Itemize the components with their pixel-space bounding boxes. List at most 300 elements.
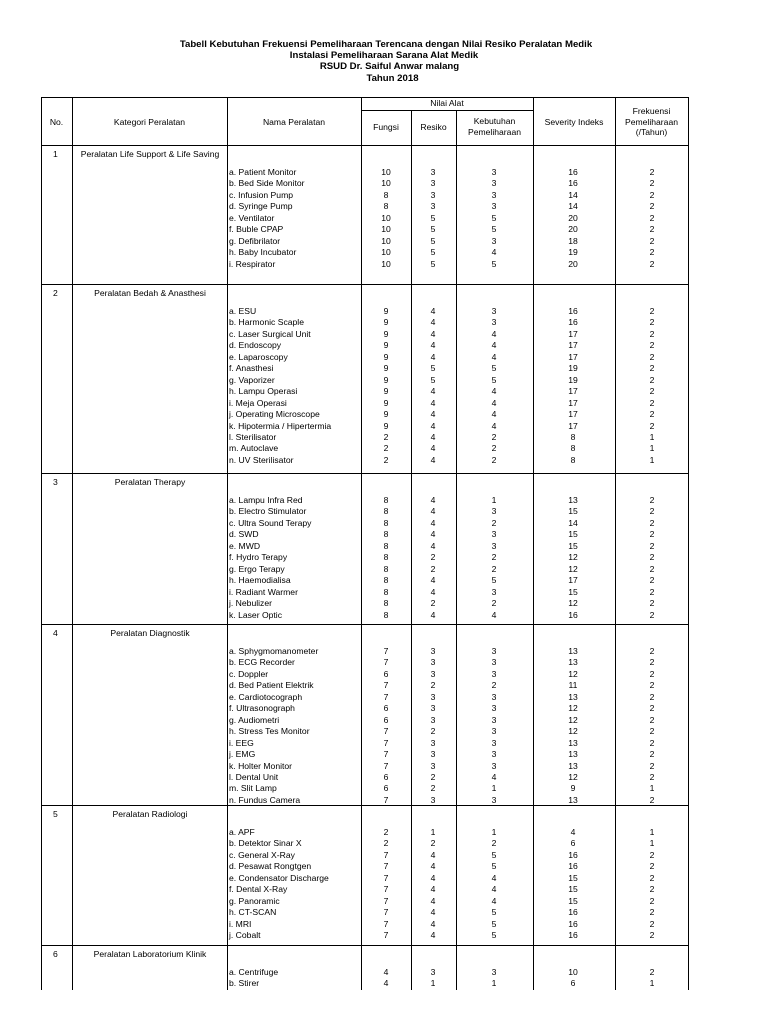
fungsi-cell: 7 — [383, 794, 389, 805]
section-divider-line — [41, 473, 688, 474]
equipment-name-cell: h. Stress Tes Monitor — [229, 726, 310, 737]
equipment-name-cell: f. Ultrasonograph — [229, 703, 295, 714]
kebutuhan-cell: 3 — [491, 529, 497, 540]
section-category: Peralatan Therapy — [114, 477, 186, 487]
fungsi-cell: 8 — [383, 189, 389, 200]
resiko-cell: 5 — [430, 258, 436, 269]
resiko-cell: 4 — [430, 495, 436, 505]
resiko-cell: 2 — [430, 598, 436, 609]
frekuensi-cell: 2 — [649, 258, 655, 269]
header-frekuensi-line1: Frekuensi — [632, 106, 671, 116]
header-fungsi: Fungsi — [373, 122, 399, 132]
severity-cell: 13 — [568, 737, 578, 748]
frekuensi-cell: 2 — [649, 907, 655, 918]
severity-cell: 12 — [568, 668, 578, 679]
resiko-cell: 3 — [430, 967, 436, 977]
equipment-name-cell: n. UV Sterilisator — [229, 454, 294, 465]
kebutuhan-cell: 2 — [491, 517, 497, 528]
kebutuhan-cell: 3 — [491, 506, 497, 517]
header-severity: Severity Indeks — [544, 117, 604, 127]
frekuensi-cell: 2 — [649, 563, 655, 574]
kebutuhan-cell: 4 — [491, 771, 497, 782]
resiko-cell: 4 — [430, 306, 436, 316]
fungsi-cell: 7 — [383, 737, 389, 748]
frekuensi-cell: 2 — [649, 189, 655, 200]
fungsi-cell: 2 — [383, 454, 389, 465]
kebutuhan-cell: 5 — [491, 930, 497, 941]
kebutuhan-cell: 3 — [491, 189, 497, 200]
section-category: Peralatan Laboratorium Klinik — [93, 949, 207, 959]
frekuensi-cell: 2 — [649, 386, 655, 397]
kebutuhan-cell: 1 — [491, 978, 497, 989]
fungsi-cell: 7 — [383, 895, 389, 906]
kebutuhan-cell: 2 — [491, 443, 497, 454]
fungsi-cell: 6 — [383, 771, 389, 782]
resiko-cell: 3 — [430, 760, 436, 771]
frekuensi-cell: 1 — [649, 443, 655, 454]
equipment-name-cell: j. Cobalt — [229, 930, 261, 941]
section-divider-line — [41, 284, 688, 285]
frekuensi-cell: 1 — [649, 827, 655, 837]
kebutuhan-cell: 4 — [491, 409, 497, 420]
kebutuhan-cell: 3 — [491, 201, 497, 212]
document-subtitle-hospital: RSUD Dr. Saiful Anwar malang — [319, 61, 460, 73]
kebutuhan-cell: 4 — [491, 340, 497, 351]
resiko-cell: 2 — [430, 783, 436, 794]
resiko-cell: 3 — [430, 749, 436, 760]
equipment-name-cell: b. Harmonic Scaple — [229, 317, 304, 328]
section-category: Peralatan Life Support & Life Saving — [80, 149, 220, 159]
resiko-cell: 3 — [430, 657, 436, 668]
fungsi-cell: 7 — [383, 726, 389, 737]
severity-cell: 9 — [570, 783, 576, 794]
kebutuhan-cell: 1 — [491, 783, 497, 794]
fungsi-cell: 8 — [383, 201, 389, 212]
fungsi-cell: 9 — [383, 397, 389, 408]
severity-cell: 4 — [570, 827, 576, 837]
kebutuhan-cell: 3 — [491, 967, 497, 977]
equipment-name-cell: f. Hydro Terapy — [229, 552, 288, 563]
kebutuhan-cell: 2 — [491, 454, 497, 465]
severity-cell: 20 — [568, 258, 578, 269]
equipment-name-cell: c. General X-Ray — [229, 849, 295, 860]
frekuensi-cell: 1 — [649, 838, 655, 849]
fungsi-cell: 9 — [383, 386, 389, 397]
frekuensi-cell: 1 — [649, 454, 655, 465]
fungsi-cell: 7 — [383, 849, 389, 860]
resiko-cell: 4 — [430, 849, 436, 860]
severity-cell: 12 — [568, 714, 578, 725]
frekuensi-cell: 2 — [649, 918, 655, 929]
document-title: Tabell Kebutuhan Frekuensi Pemeliharaan Terencana dengan Nilai Resiko Peralatan Medik — [179, 39, 593, 50]
kebutuhan-cell: 1 — [491, 495, 497, 505]
resiko-cell: 1 — [430, 978, 436, 989]
frekuensi-cell: 2 — [649, 749, 655, 760]
frekuensi-cell: 2 — [649, 586, 655, 597]
resiko-cell: 3 — [430, 703, 436, 714]
equipment-name-cell: h. Baby Incubator — [229, 247, 297, 258]
frekuensi-cell: 1 — [649, 431, 655, 442]
severity-cell: 16 — [568, 178, 578, 189]
severity-cell: 17 — [568, 409, 578, 420]
kebutuhan-cell: 4 — [491, 386, 497, 397]
equipment-name-cell: b. Electro Stimulator — [229, 506, 307, 517]
fungsi-cell: 9 — [383, 363, 389, 374]
fungsi-cell: 9 — [383, 409, 389, 420]
resiko-cell: 4 — [430, 895, 436, 906]
severity-cell: 13 — [568, 657, 578, 668]
header-nilai-alat: Nilai Alat — [430, 98, 464, 108]
severity-cell: 15 — [568, 529, 578, 540]
kebutuhan-cell: 5 — [491, 374, 497, 385]
resiko-cell: 3 — [430, 178, 436, 189]
kebutuhan-cell: 3 — [491, 691, 497, 702]
table-column-line — [456, 110, 457, 990]
fungsi-cell: 7 — [383, 657, 389, 668]
equipment-name-cell: b. Bed Side Monitor — [229, 178, 305, 189]
fungsi-cell: 10 — [381, 258, 391, 269]
frekuensi-cell: 2 — [649, 409, 655, 420]
frekuensi-cell: 2 — [649, 895, 655, 906]
equipment-name-cell: k. Hipotermia / Hipertermia — [229, 420, 332, 431]
severity-cell: 12 — [568, 771, 578, 782]
equipment-name-cell: e. Laparoscopy — [229, 351, 288, 362]
severity-cell: 18 — [568, 235, 578, 246]
kebutuhan-cell: 2 — [491, 598, 497, 609]
fungsi-cell: 8 — [383, 495, 389, 505]
frekuensi-cell: 2 — [649, 374, 655, 385]
fungsi-cell: 7 — [383, 680, 389, 691]
kebutuhan-cell: 2 — [491, 431, 497, 442]
equipment-name-cell: e. Condensator Discharge — [229, 872, 329, 883]
severity-cell: 12 — [568, 703, 578, 714]
kebutuhan-cell: 1 — [491, 827, 497, 837]
kebutuhan-cell: 4 — [491, 351, 497, 362]
kebutuhan-cell: 2 — [491, 563, 497, 574]
severity-cell: 16 — [568, 918, 578, 929]
equipment-name-cell: n. Fundus Camera — [229, 794, 301, 805]
fungsi-cell: 8 — [383, 506, 389, 517]
frekuensi-cell: 2 — [649, 703, 655, 714]
kebutuhan-cell: 4 — [491, 895, 497, 906]
equipment-name-cell: d. Syringe Pump — [229, 201, 293, 212]
kebutuhan-cell: 3 — [491, 760, 497, 771]
frekuensi-cell: 2 — [649, 212, 655, 223]
equipment-name-cell: b. Stirer — [229, 978, 260, 989]
equipment-name-cell: g. Defibrilator — [229, 235, 281, 246]
frekuensi-cell: 2 — [649, 849, 655, 860]
severity-cell: 16 — [568, 907, 578, 918]
kebutuhan-cell: 4 — [491, 247, 497, 258]
fungsi-cell: 8 — [383, 563, 389, 574]
resiko-cell: 2 — [430, 838, 436, 849]
severity-cell: 16 — [568, 861, 578, 872]
severity-cell: 16 — [568, 930, 578, 941]
frekuensi-cell: 2 — [649, 771, 655, 782]
resiko-cell: 4 — [430, 586, 436, 597]
kebutuhan-cell: 3 — [491, 703, 497, 714]
resiko-cell: 2 — [430, 771, 436, 782]
kebutuhan-cell: 2 — [491, 838, 497, 849]
fungsi-cell: 9 — [383, 351, 389, 362]
resiko-cell: 4 — [430, 454, 436, 465]
resiko-cell: 3 — [430, 189, 436, 200]
frekuensi-cell: 2 — [649, 872, 655, 883]
nilai-alat-divider — [361, 110, 533, 111]
section-number: 3 — [53, 477, 58, 487]
severity-cell: 13 — [568, 794, 578, 805]
resiko-cell: 3 — [430, 691, 436, 702]
fungsi-cell: 7 — [383, 918, 389, 929]
severity-cell: 16 — [568, 306, 578, 316]
header-no: No. — [49, 117, 64, 127]
equipment-name-cell: k. Holter Monitor — [229, 760, 293, 771]
severity-cell: 13 — [568, 646, 578, 656]
section-number: 2 — [53, 288, 58, 298]
fungsi-cell: 2 — [383, 827, 389, 837]
frekuensi-cell: 2 — [649, 363, 655, 374]
section-category: Peralatan Radiologi — [112, 809, 188, 819]
resiko-cell: 5 — [430, 212, 436, 223]
resiko-cell: 3 — [430, 167, 436, 177]
resiko-cell: 4 — [430, 443, 436, 454]
resiko-cell: 2 — [430, 726, 436, 737]
resiko-cell: 5 — [430, 235, 436, 246]
resiko-cell: 2 — [430, 552, 436, 563]
kebutuhan-cell: 5 — [491, 575, 497, 586]
resiko-cell: 5 — [430, 247, 436, 258]
severity-cell: 17 — [568, 328, 578, 339]
kebutuhan-cell: 2 — [491, 680, 497, 691]
resiko-cell: 4 — [430, 517, 436, 528]
frekuensi-cell: 2 — [649, 351, 655, 362]
equipment-name-cell: c. Laser Surgical Unit — [229, 328, 311, 339]
equipment-name-cell: c. Infusion Pump — [229, 189, 294, 200]
equipment-name-cell: h. Haemodialisa — [229, 575, 291, 586]
kebutuhan-cell: 5 — [491, 907, 497, 918]
section-category: Peralatan Diagnostik — [110, 628, 190, 638]
severity-cell: 12 — [568, 726, 578, 737]
resiko-cell: 4 — [430, 907, 436, 918]
severity-cell: 6 — [570, 838, 576, 849]
equipment-name-cell: l. Sterilisator — [229, 431, 277, 442]
resiko-cell: 3 — [430, 714, 436, 725]
fungsi-cell: 10 — [381, 247, 391, 258]
severity-cell: 16 — [568, 317, 578, 328]
fungsi-cell: 9 — [383, 340, 389, 351]
fungsi-cell: 9 — [383, 317, 389, 328]
frekuensi-cell: 2 — [649, 340, 655, 351]
fungsi-cell: 8 — [383, 552, 389, 563]
resiko-cell: 4 — [430, 609, 436, 620]
kebutuhan-cell: 4 — [491, 328, 497, 339]
severity-cell: 15 — [568, 540, 578, 551]
resiko-cell: 4 — [430, 861, 436, 872]
severity-cell: 17 — [568, 575, 578, 586]
equipment-name-cell: j. EMG — [229, 749, 256, 760]
equipment-name-cell: d. Endoscopy — [229, 340, 282, 351]
frekuensi-cell: 2 — [649, 609, 655, 620]
frekuensi-cell: 1 — [649, 978, 655, 989]
header-kategori: Kategori Peralatan — [113, 117, 186, 127]
resiko-cell: 5 — [430, 224, 436, 235]
kebutuhan-cell: 3 — [491, 235, 497, 246]
frekuensi-cell: 2 — [649, 178, 655, 189]
resiko-cell: 4 — [430, 918, 436, 929]
fungsi-cell: 7 — [383, 884, 389, 895]
frekuensi-cell: 2 — [649, 861, 655, 872]
resiko-cell: 4 — [430, 420, 436, 431]
severity-cell: 19 — [568, 247, 578, 258]
kebutuhan-cell: 3 — [491, 794, 497, 805]
fungsi-cell: 2 — [383, 443, 389, 454]
kebutuhan-cell: 3 — [491, 540, 497, 551]
severity-cell: 20 — [568, 212, 578, 223]
frekuensi-cell: 2 — [649, 726, 655, 737]
equipment-name-cell: e. MWD — [229, 540, 261, 551]
resiko-cell: 4 — [430, 930, 436, 941]
frekuensi-cell: 2 — [649, 794, 655, 805]
severity-cell: 17 — [568, 420, 578, 431]
fungsi-cell: 6 — [383, 783, 389, 794]
equipment-name-cell: a. Sphygmomanometer — [229, 646, 319, 656]
document-subtitle-institution: Instalasi Pemeliharaan Sarana Alat Medik — [289, 50, 479, 62]
equipment-name-cell: m. Slit Lamp — [229, 783, 277, 794]
fungsi-cell: 2 — [383, 431, 389, 442]
resiko-cell: 3 — [430, 646, 436, 656]
header-frekuensi-line3: (/Tahun) — [635, 127, 668, 137]
table-column-line — [72, 97, 73, 990]
resiko-cell: 4 — [430, 431, 436, 442]
equipment-name-cell: d. SWD — [229, 529, 259, 540]
equipment-name-cell: f. Dental X-Ray — [229, 884, 288, 895]
resiko-cell: 5 — [430, 363, 436, 374]
resiko-cell: 4 — [430, 317, 436, 328]
frekuensi-cell: 2 — [649, 540, 655, 551]
table-column-line — [411, 110, 412, 990]
frekuensi-cell: 2 — [649, 517, 655, 528]
resiko-cell: 3 — [430, 794, 436, 805]
equipment-name-cell: f. Buble CPAP — [229, 224, 284, 235]
equipment-name-cell: k. Laser Optic — [229, 609, 283, 620]
section-number: 5 — [53, 809, 58, 819]
equipment-name-cell: m. Autoclave — [229, 443, 279, 454]
equipment-name-cell: h. CT-SCAN — [229, 907, 277, 918]
equipment-name-cell: c. Doppler — [229, 668, 269, 679]
table-column-line — [615, 97, 616, 990]
frekuensi-cell: 2 — [649, 224, 655, 235]
resiko-cell: 4 — [430, 409, 436, 420]
equipment-name-cell: f. Anasthesi — [229, 363, 274, 374]
severity-cell: 20 — [568, 224, 578, 235]
fungsi-cell: 6 — [383, 668, 389, 679]
equipment-name-cell: g. Panoramic — [229, 895, 280, 906]
fungsi-cell: 8 — [383, 575, 389, 586]
fungsi-cell: 6 — [383, 703, 389, 714]
resiko-cell: 3 — [430, 668, 436, 679]
fungsi-cell: 8 — [383, 529, 389, 540]
severity-cell: 15 — [568, 506, 578, 517]
fungsi-cell: 10 — [381, 212, 391, 223]
fungsi-cell: 7 — [383, 691, 389, 702]
kebutuhan-cell: 5 — [491, 849, 497, 860]
frekuensi-cell: 2 — [649, 575, 655, 586]
resiko-cell: 4 — [430, 351, 436, 362]
severity-cell: 15 — [568, 586, 578, 597]
severity-cell: 17 — [568, 397, 578, 408]
equipment-name-cell: g. Ergo Terapy — [229, 563, 285, 574]
equipment-name-cell: g. Vaporizer — [229, 374, 275, 385]
equipment-name-cell: i. MRI — [229, 918, 252, 929]
frekuensi-cell: 2 — [649, 598, 655, 609]
severity-cell: 8 — [570, 431, 576, 442]
equipment-name-cell: d. Pesawat Rongtgen — [229, 861, 312, 872]
kebutuhan-cell: 5 — [491, 212, 497, 223]
severity-cell: 13 — [568, 760, 578, 771]
fungsi-cell: 9 — [383, 306, 389, 316]
fungsi-cell: 8 — [383, 540, 389, 551]
fungsi-cell: 8 — [383, 609, 389, 620]
equipment-name-cell: i. EEG — [229, 737, 254, 748]
header-kebutuhan — [456, 116, 533, 137]
equipment-name-cell: a. APF — [229, 827, 255, 837]
fungsi-cell: 9 — [383, 328, 389, 339]
fungsi-cell: 7 — [383, 861, 389, 872]
section-category: Peralatan Bedah & Anasthesi — [94, 288, 206, 298]
fungsi-cell: 10 — [381, 178, 391, 189]
frekuensi-cell: 2 — [649, 529, 655, 540]
kebutuhan-cell: 3 — [491, 749, 497, 760]
frekuensi-cell: 2 — [649, 714, 655, 725]
kebutuhan-cell: 5 — [491, 224, 497, 235]
kebutuhan-cell: 3 — [491, 167, 497, 177]
frekuensi-cell: 2 — [649, 506, 655, 517]
table-column-line — [688, 97, 689, 990]
section-number: 4 — [53, 628, 58, 638]
fungsi-cell: 7 — [383, 760, 389, 771]
equipment-name-cell: c. Ultra Sound Terapy — [229, 517, 312, 528]
kebutuhan-cell: 3 — [491, 306, 497, 316]
table-column-line — [227, 97, 228, 990]
frekuensi-cell: 2 — [649, 760, 655, 771]
kebutuhan-cell: 5 — [491, 861, 497, 872]
severity-cell: 19 — [568, 363, 578, 374]
kebutuhan-cell: 3 — [491, 668, 497, 679]
section-number: 6 — [53, 949, 58, 959]
header-nama: Nama Peralatan — [262, 117, 326, 127]
fungsi-cell: 7 — [383, 930, 389, 941]
kebutuhan-cell: 5 — [491, 918, 497, 929]
equipment-name-cell: i. Meja Operasi — [229, 397, 287, 408]
fungsi-cell: 7 — [383, 907, 389, 918]
kebutuhan-cell: 2 — [491, 552, 497, 563]
section-number: 1 — [53, 149, 58, 159]
fungsi-cell: 10 — [381, 235, 391, 246]
severity-cell: 15 — [568, 895, 578, 906]
header-kebutuhan-line2: Pemeliharaan — [467, 126, 522, 137]
resiko-cell: 2 — [430, 680, 436, 691]
fungsi-cell: 2 — [383, 838, 389, 849]
resiko-cell: 3 — [430, 737, 436, 748]
frekuensi-cell: 2 — [649, 884, 655, 895]
resiko-cell: 4 — [430, 386, 436, 397]
resiko-cell: 4 — [430, 340, 436, 351]
frekuensi-cell: 2 — [649, 397, 655, 408]
document-subtitle-year: Tahun 2018 — [366, 72, 419, 84]
frekuensi-cell: 2 — [649, 657, 655, 668]
frekuensi-cell: 2 — [649, 680, 655, 691]
frekuensi-cell: 1 — [649, 783, 655, 794]
